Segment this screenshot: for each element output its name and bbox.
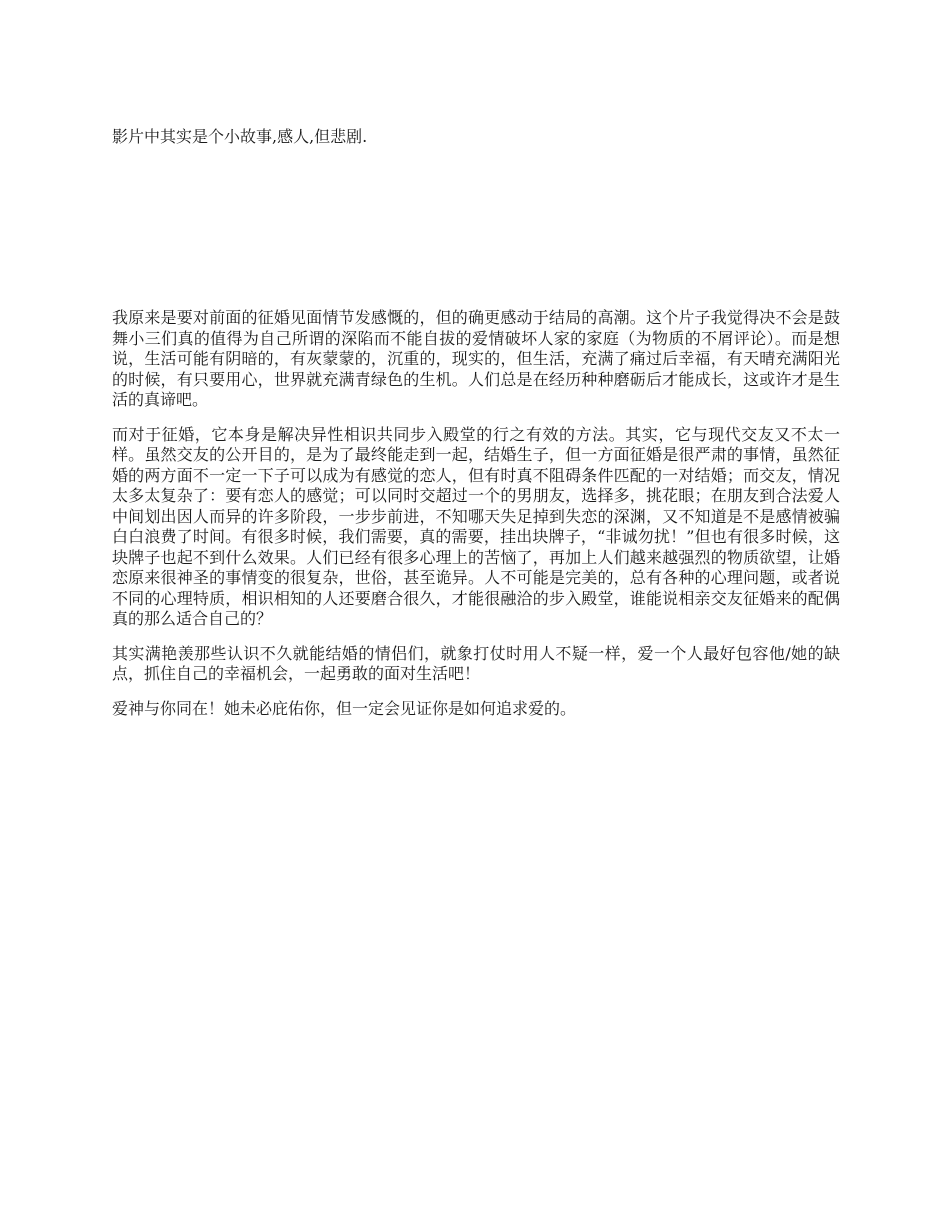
document-page	[112, 126, 840, 733]
paragraph-4: 爱神与你同在！她未必庇佑你，但一定会见证你是如何追求爱的。	[112, 698, 577, 718]
document-body	[112, 308, 840, 719]
paragraph-1: 我原来是要对前面的征婚见面情节发感慨的，但的确更感动于结局的高潮。这个片子我觉得决不会是鼓舞小三们真的值得为自己所谓的深陷而不能自拔的爱情破坏人家的家庭（为物质的不屑评论）。而是想说，生活可能有阴暗的，有灰蒙蒙的，沉重的，现实的，但生活，充满了痛过后幸福，有天晴充满阳光的时候，有只要用心，世界就充满青绿色的生机。人们总是在经历种种磨砺后才能成长，这或许才是生活的真谛吧。	[112, 308, 840, 409]
paragraph-2: 而对于征婚，它本身是解决异性相识共同步入殿堂的行之有效的方法。其实，它与现代交友又不太一样。虽然交友的公开目的，是为了最终能走到一起，结婚生子，但一方面征婚是很严肃的事情，虽然征婚的两方面不一定一下子可以成为有感觉的恋人，但有时真不阻碍条件匹配的一对结婚；而交友，情况太多太复杂了：要有恋人的感觉；可以同时交超过一个的男朋友，选择多，挑花眼；在朋友到合法爱人中间划出因人而异的许多阶段，一步步前进，不知哪天失足掉到失恋的深渊，又不知道是不是感情被骗白白浪费了时间。有很多时候，我们需要，真的需要，挂出块牌子，“非诚勿扰！”但也有很多时候，这块牌子也起不到什么效果。人们已经有很多心理上的苦恼了，再加上人们越来越强烈的物质欲望，让婚恋原来很神圣的事情变的很复杂，世俗，甚至诡异。人不可能是完美的，总有各种的心理问题，或者说不同的心理特质，相识相知的人还要磨合很久，才能很融洽的步入殿堂，谁能说相亲交友征婚来的配偶真的那么适合自己的？	[112, 424, 840, 628]
paragraph-3: 其实满艳羡那些认识不久就能结婚的情侣们，就象打仗时用人不疑一样，爱一个人最好包容他/她的缺点，抓住自己的幸福机会，一起勇敢的面对生活吧！	[112, 643, 840, 683]
lead-sentence: 影片中其实是个小故事,感人,但悲剧.	[112, 127, 368, 146]
